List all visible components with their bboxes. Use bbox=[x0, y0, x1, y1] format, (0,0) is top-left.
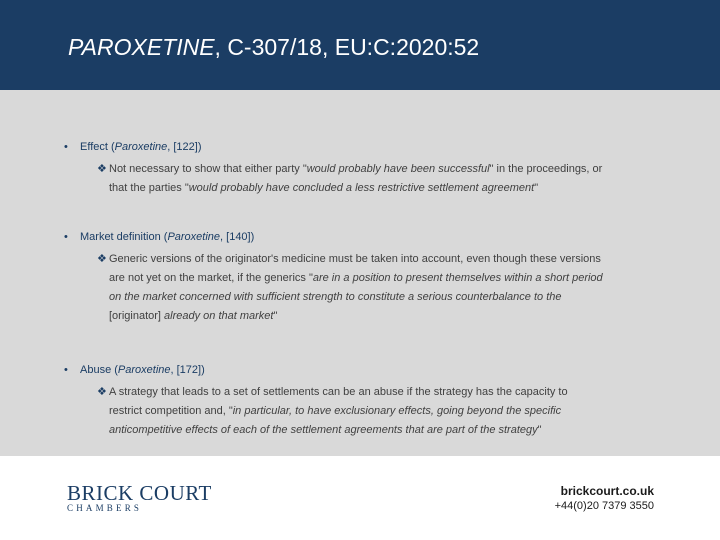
sub-line bbox=[97, 250, 657, 269]
brand-logo-subtitle: CHAMBERS bbox=[67, 503, 143, 513]
sub-point-market-definition bbox=[97, 250, 657, 326]
bullet-abuse bbox=[64, 364, 205, 376]
diamond-bullet-icon: ❖ bbox=[97, 253, 107, 265]
bullet-effect bbox=[64, 141, 202, 153]
sub-line bbox=[97, 288, 657, 307]
quote-run: would probably have been successful bbox=[306, 163, 490, 175]
bullet-market-definition bbox=[64, 231, 254, 243]
title-case-name: PAROXETINE bbox=[68, 34, 215, 60]
text-run: restrict competition and, " bbox=[109, 405, 233, 417]
quote-run: anticompetitive effects of each of the settlement agreements that are part of the strategy bbox=[109, 424, 538, 436]
bullet-dot: • bbox=[64, 141, 68, 153]
sub-point-abuse bbox=[97, 383, 657, 440]
website-link[interactable]: brickcourt.co.uk bbox=[560, 484, 654, 498]
text-run: A strategy that leads to a set of settlements can be an abuse if the strategy has the capacity to bbox=[109, 386, 568, 398]
bullet-case: Paroxetine bbox=[117, 364, 171, 376]
bullet-heading: Abuse ( bbox=[80, 364, 118, 376]
slide-title bbox=[68, 34, 479, 61]
text-run: " bbox=[534, 182, 539, 194]
phone-number: +44(0)20 7379 3550 bbox=[554, 500, 654, 512]
text-run: " in the proceedings, or bbox=[489, 163, 603, 175]
bullet-case: Paroxetine bbox=[114, 141, 168, 153]
sub-line bbox=[97, 179, 657, 198]
brand-logo: BRICK COURT bbox=[67, 481, 212, 505]
diamond-bullet-icon: ❖ bbox=[97, 386, 107, 398]
text-run: are not yet on the market, if the generics " bbox=[109, 272, 313, 284]
quote-run: on the market concerned with sufficient strength to constitute a serious counterbalance to the bbox=[109, 291, 562, 303]
bullet-dot: • bbox=[64, 231, 68, 243]
title-citation: , C-307/18, EU:C:2020:52 bbox=[214, 34, 480, 60]
text-run: " bbox=[273, 310, 278, 322]
text-run: that the parties " bbox=[109, 182, 189, 194]
text-run: Not necessary to show that either party " bbox=[109, 163, 307, 175]
bullet-heading: Effect ( bbox=[80, 141, 115, 153]
diamond-bullet-icon: ❖ bbox=[97, 163, 107, 175]
sub-line bbox=[97, 383, 657, 402]
bullet-heading: Market definition ( bbox=[80, 231, 168, 243]
bullet-dot: • bbox=[64, 364, 68, 376]
bullet-ref: , [122]) bbox=[167, 141, 202, 153]
quote-run: in particular, to have exclusionary effects, going beyond the specific bbox=[232, 405, 562, 417]
bullet-ref: , [172]) bbox=[170, 364, 205, 376]
slide-header bbox=[0, 0, 720, 90]
text-run: [originator] bbox=[109, 310, 165, 322]
sub-line bbox=[97, 421, 657, 440]
bullet-case: Paroxetine bbox=[167, 231, 221, 243]
sub-point-effect bbox=[97, 160, 657, 198]
text-run: " bbox=[537, 424, 542, 436]
quote-run: would probably have concluded a less restrictive settlement agreement bbox=[188, 182, 535, 194]
sub-line bbox=[97, 402, 657, 421]
quote-run: already on that market bbox=[164, 310, 274, 322]
quote-run: are in a position to present themselves within a short period bbox=[312, 272, 603, 284]
bullet-ref: , [140]) bbox=[220, 231, 255, 243]
text-run: Generic versions of the originator's medicine must be taken into account, even though these versions bbox=[109, 253, 601, 265]
sub-line bbox=[97, 160, 657, 179]
sub-line bbox=[97, 269, 657, 288]
sub-line bbox=[97, 307, 657, 326]
